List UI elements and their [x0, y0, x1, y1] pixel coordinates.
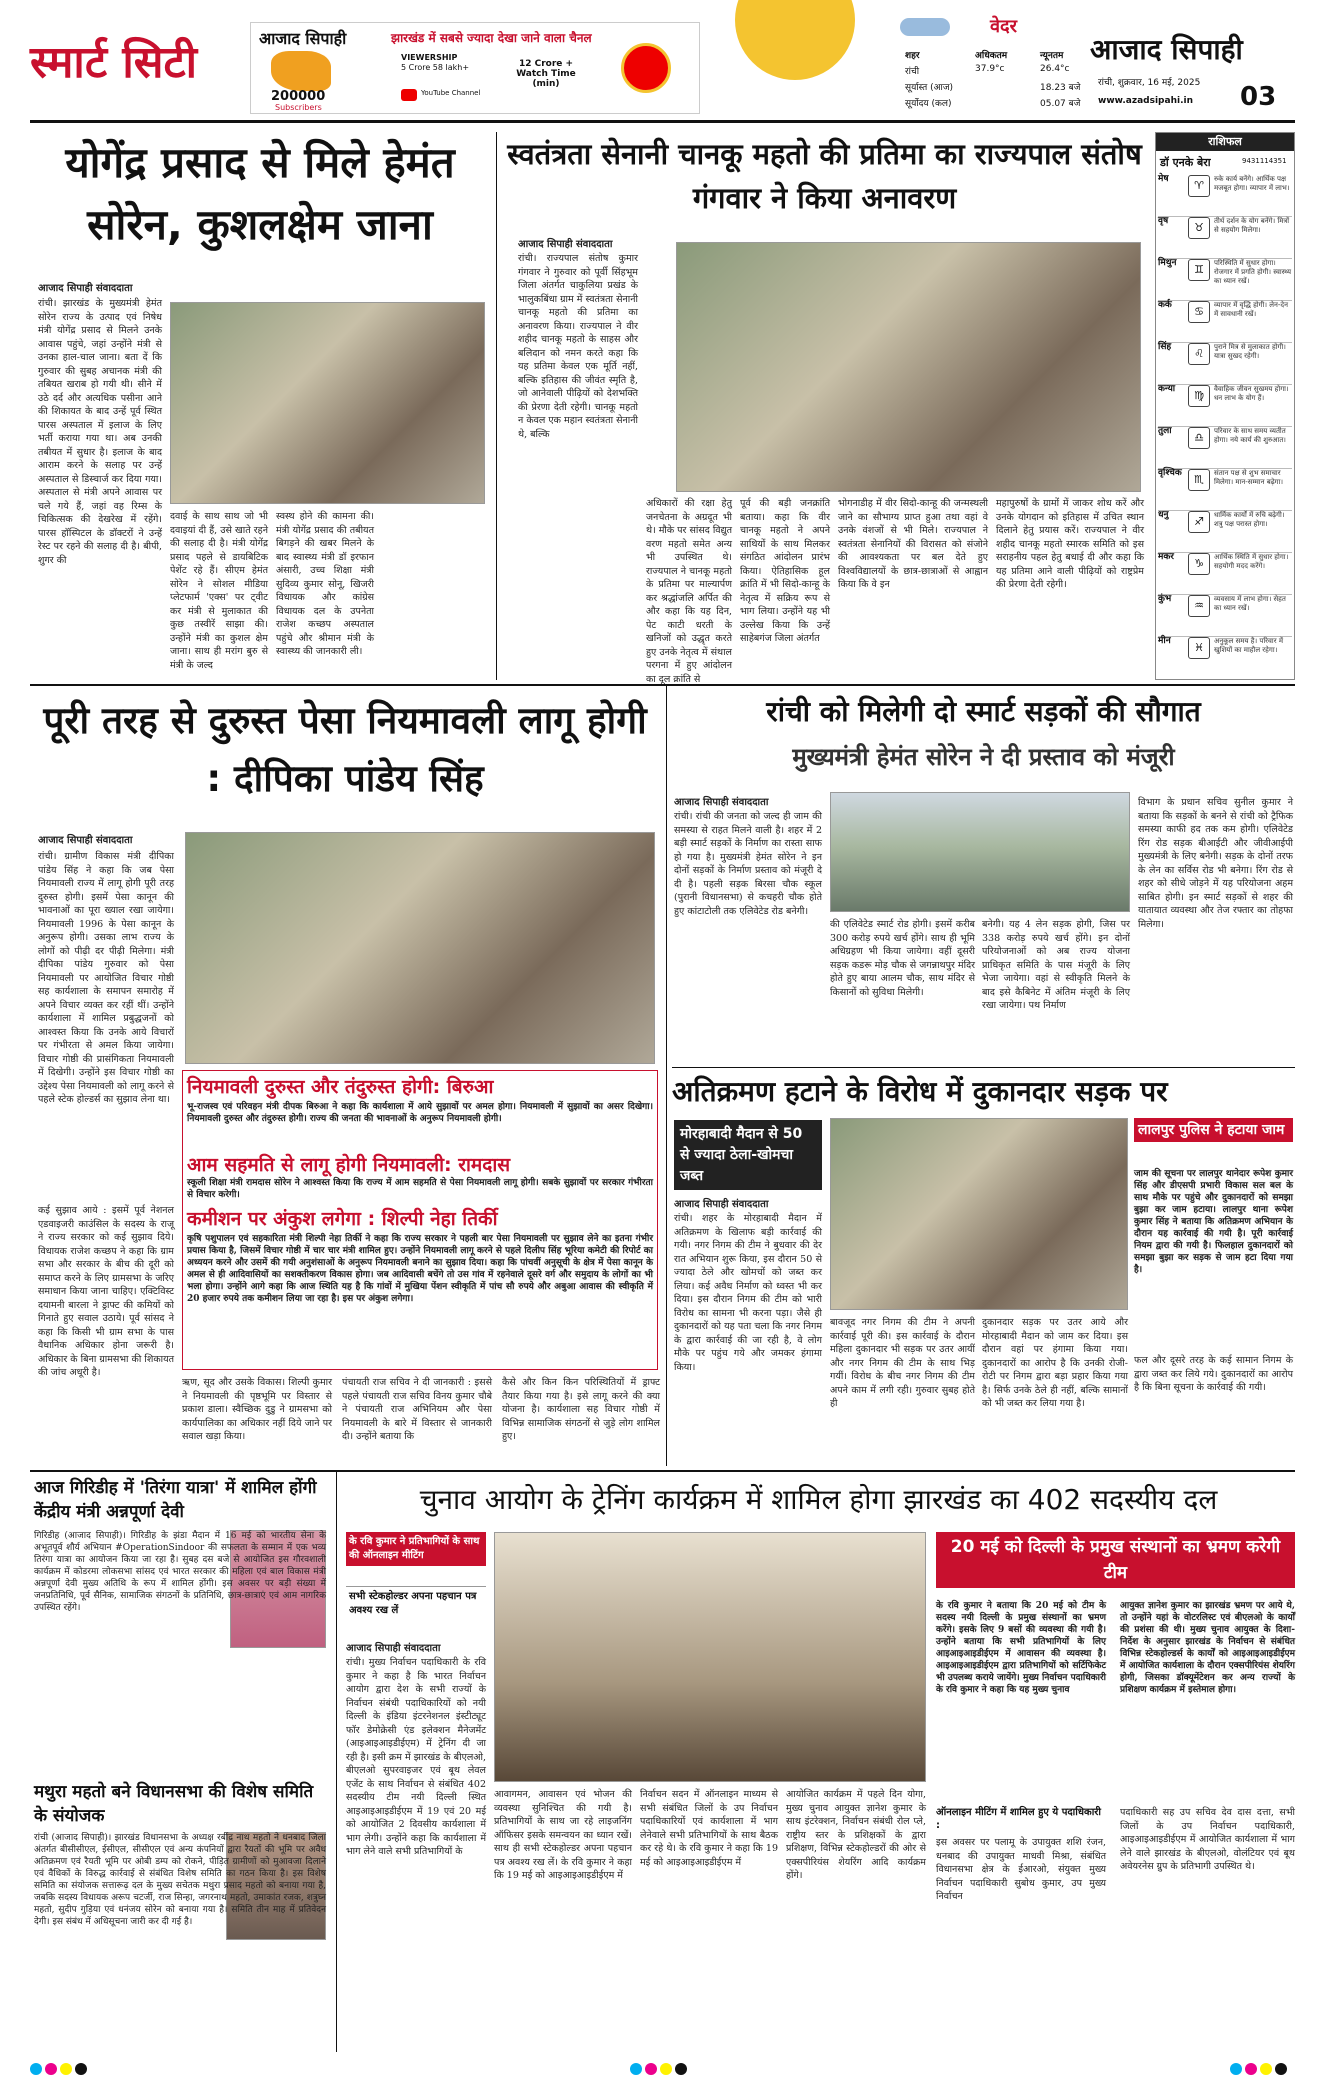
paper-name: आजाद सिपाही	[1090, 33, 1243, 66]
rashi-text: परिस्थिति में सुधार होगा। रोजगार में प्रगति होगी। स्वास्थ्य का ध्यान रखें।	[1214, 259, 1292, 285]
column: कई सुझाव आये : इसमें पूर्व नेशनल एडवाइजरी काउंसिल के सदस्य के राजू ने राज्य सरकार को कई सुझाव दिये। विधायक राजेश कच्छप ने कहा कि ग्राम सभा और सरकार के बीच की दूरी को समाप्त करने के लिए ग्रामसभा के जरिए समाधान किया जाना चाहिए। एक्टिविस्ट दयामनी बारला ने ड्राफ्ट की कमियों को गिनाते हुए सवाल उठाये। पूर्व सांसद ने कहा कि किसी भी ग्राम सभा के पास वैधानिक अधिकार होना जरूरी है। अधिकार के बिना ग्रामसभा की शिकायत की जांच अधूरी है।	[38, 1205, 174, 1378]
rashi-item	[1158, 175, 1292, 217]
registration-marks	[1230, 2060, 1310, 2076]
rashi-item	[1158, 553, 1292, 595]
column: इस अवसर पर पलामू के उपायुक्त शशि रंजन, धनबाद की उपायुक्त माधवी मिश्रा, संबंधित विधानसभा क्षेत्र के ईआरओ, संयुक्त मुख्य निर्वाचन पदाधिकारी सुबोध कुमार, उप मुख्य निर्वाचन	[936, 1837, 1106, 1902]
sub-text: स्कूली शिक्षा मंत्री रामदास सोरेन ने आश्वस्त किया कि राज्य में आम सहमति से पेसा नियमावली लागू होगी। सबके सुझावों पर सरकार गंभीरता से विचार करेगी।	[187, 1178, 653, 1200]
rashi-item	[1158, 595, 1292, 637]
weather-header-min: न्यूनतम	[1040, 51, 1064, 61]
sub-text: भू-राजस्व एवं परिवहन मंत्री दीपक बिरुआ ने कहा कि कार्यशाला में आये सुझावों पर अमल होगा। नियमावली में सुझावों का असर दिखेगा। नियमावली दुरुस्त और तंदुरुस्त होगी। राज्य की जनता की भावनाओं के अनुरूप नियमावली होगी।	[187, 1102, 653, 1124]
website-link[interactable]: www.azadsipahi.in	[1098, 96, 1193, 106]
headline: रांची को मिलेगी दो स्मार्ट सड़कों की सौगात	[766, 695, 1201, 728]
column: रांची। मुख्य निर्वाचन पदाधिकारी के रवि कुमार ने कहा है कि भारत निर्वाचन आयोग द्वारा देश के सभी राज्यों के निर्वाचन संबंधी पदाधिकारियों को नयी दिल्ली के इंडिया इंटरनेशनल इंस्टीट्यूट फॉर डेमोक्रेसी एंड इलेक्शन मैनेजमेंट (आइआइआइडीईएम) में ट्रेनिंग दी जा रही है। इसी क्रम में झारखंड के बीएलओ, बीएलओ सुपरवाइजर एवं बूथ लेवल एजेंट के साथ निर्वाचन से संबंधित 402 सदस्यीय टीम नयी दिल्ली स्थित आइआइआइडीईएम में 19 एवं 20 मई को आयोजित 2 दिवसीय कार्यशाला में भाग लेगी। उन्होंने कहा कि कार्यशाला में भाग लेने वाले सभी प्रतिभागियों के	[346, 1657, 486, 1857]
rashi-name: कन्या	[1158, 384, 1176, 394]
column: दुकानदार सड़क पर उतर आये और मोरहाबादी मैदान को जाम कर दिया। इस दौरान वहां पर हंगामा किया गया। दुकानदारों का आरोप है कि उनकी रोजी-रोटी पर निगम द्वारा बड़ा प्रहार किया गया है। सिर्फ उनके ठेले ही नहीं, बल्कि सामानों को भी जब्त कर लिया गया है।	[982, 1317, 1128, 1409]
channel-ad	[250, 22, 700, 114]
rashi-name: सिंह	[1158, 342, 1172, 352]
ad-subscribers: 200000	[271, 89, 326, 104]
rashi-name: कुंभ	[1158, 594, 1172, 604]
column: रांची। ग्रामीण विकास मंत्री दीपिका पांडेय सिंह ने कहा कि जब पेसा नियमावली राज्य में लागू होगी पूरी तरह दुरुस्त होगी। इसमें पेसा कानून की भावनाओं का पूरा ख्याल रखा जायेगा। नियमावली 1996 के पेसा कानून के अनुरूप होगी। उसका लाभ राज्य के लोगों को पीढ़ी दर पीढ़ी मिलेगा। मंत्री दीपिका पांडेय गुरुवार को पेसा नियमावली पर आयोजित विचार गोष्ठी सह कार्यशाला के समापन समारोह में अपने विचार व्यक्त कर रहीं थीं। उन्होंने कार्यशाला में शामिल प्रबुद्धजनों को आश्वस्त किया कि उनके आये विचारों पर गंभीरता से अमल किया जायेगा। विचार गोष्ठी की प्रासंगिकता नियमावली में दिखेगी। उन्होंने इस विचार गोष्ठी का उद्देश्य पेसा नियमावली को लागू करने से पहले स्टेक होल्डर्स का सुझाव लेना था।	[38, 851, 174, 1105]
rashi-text: व्यवसाय में लाभ होगा। सेहत का ध्यान रखें।	[1214, 595, 1286, 612]
side-title: 20 मई को दिल्ली के प्रमुख संस्थानों का भ्रमण करेगी टीम	[936, 1532, 1295, 1588]
story-giridih	[30, 1476, 330, 1776]
subheading: कमीशन पर अंकुश लगेगा : शिल्पी नेहा तिर्की	[187, 1208, 498, 1230]
subheading: आम सहमति से लागू होगी नियमावली: रामदास	[187, 1154, 511, 1176]
rashifal-box	[1155, 132, 1295, 680]
rashi-text: रुके कार्य बनेंगे। आर्थिक पक्ष मजबूत होगा। व्यापार में लाभ।	[1214, 175, 1290, 192]
youtube-icon	[401, 89, 417, 101]
quote-highlight: के रवि कुमार ने प्रतिभागियों के साथ की ऑनलाइन मीटिंग	[346, 1532, 486, 1566]
inset-text: मोरहाबादी मैदान से 50 से ज्यादा ठेला-खोमचा जब्त	[680, 1126, 803, 1184]
zodiac-icon: ♉	[1188, 217, 1210, 239]
column: आवागमन, आवासन एवं भोजन की व्यवस्था सुनिश्चित की गयी है। प्रतिभागियों के साथ जा रहे लाइजनिंग ऑफिसर इसके समन्वयन का ध्यान रखें। साथ ही सभी स्टेकहोल्डर अपना पहचान पत्र अवश्य रख लें। के रवि कुमार ने कहा कि 19 मई को आइआइआइडीईएम में	[494, 1789, 632, 1881]
column: फल और दूसरे तरह के कई सामान निगम के द्वारा जब्त कर लिये गये। दुकानदारों का आरोप है कि बिना सूचना के कार्रवाई की गयी।	[1134, 1355, 1293, 1393]
rashi-text: आर्थिक स्थिति में सुधार होगा। सहयोगी मदद करेंगे।	[1214, 553, 1289, 570]
section-title: स्मार्ट सिटी	[30, 37, 198, 88]
column: स्वस्थ होने की कामना की। मंत्री योगेंद्र प्रसाद की तबीयत बिगड़ने की खबर मिलने के बाद स्वास्थ्य मंत्री डॉ इरफान अंसारी, उच्च शिक्षा मंत्री सुदिव्य कुमार सोनू, खिजरी विधायक और कांग्रेस विधायक दल के उपनेता राजेश कच्छप अस्पताल पहुंचे और श्रीमान मंत्री के स्वास्थ्य की जानकारी ली।	[276, 511, 374, 657]
rashi-text: वैवाहिक जीवन सुखमय होगा। धन लाभ के योग हैं।	[1214, 385, 1289, 402]
ad-channel-name: आजाद सिपाही	[259, 29, 347, 48]
column: पूर्व की बड़ी जनक्रांति बताया। कहा कि वीर चानकू महतो ने अपने साथियों के साथ मिलकर संगठित आंदोलन प्रारंभ किया। ऐतिहासिक हूल क्रांति में भी सिदो-कान्हू के नेतृत्व में सक्रिय रूप से भाग लिया। उन्होंने यह भी उल्लेख किया कि उन्हें साहेबगंज जिला अंतर्गत	[740, 498, 830, 644]
headline: योगेंद्र प्रसाद से मिले हेमंत सोरेन, कुशलक्षेम जाना	[65, 138, 455, 249]
story-photo	[830, 1118, 1128, 1310]
side-box	[1134, 1118, 1293, 1348]
column: महापुरुषों के ग्रामों में जाकर शोध करें और उनके योगदान को इतिहास में उचित स्थान दिलाने हेतु प्रयास करें। राज्यपाल ने वीर शहीद चानकू महतो स्मारक समिति को इस सराहनीय पहल हेतु बधाई दी और कहा कि यह प्रतिमा आने वाली पीढ़ियों को राष्ट्रप्रेम की प्रेरणा देती रहेगी।	[996, 498, 1144, 590]
rashi-name: मीन	[1158, 636, 1171, 646]
rashi-name: वृश्चिक	[1158, 468, 1182, 478]
rashi-name: मिथुन	[1158, 258, 1177, 268]
column: की एलिवेटेड स्मार्ट रोड होगी। इसमें करीब 300 करोड़ रुपये खर्च होंगे। साथ ही भूमि अधिग्रहण भी किया जायेगा। वहीं दूसरी सड़क कडरू मोड़ चौक से जगन्नाथपुर मंदिर होते हुए बाया आलम चौक, साथ मंदिर से किसानों को सुविधा मिलेगी।	[830, 919, 975, 998]
rashi-item	[1158, 301, 1292, 343]
zodiac-icon: ♋	[1188, 301, 1210, 323]
byline: आजाद सिपाही संवाददाता	[518, 239, 613, 250]
section-rule	[672, 1067, 1295, 1068]
rashi-name: मकर	[1158, 552, 1174, 562]
rashi-item	[1158, 343, 1292, 385]
quote-highlight: सभी स्टेकहोल्डर अपना पहचान पत्र अवश्य रख लें	[346, 1586, 486, 1621]
story-yogendra	[30, 132, 490, 680]
side-text: आयुक्त ज्ञानेश कुमार का झारखंड भ्रमण पर आये थे, तो उन्होंने यहां के वोटरलिस्ट एवं बीएलओ के कार्यों की प्रशंसा की थी। मुख्य चुनाव आयुक्त के दिशा-निर्देश के अनुसार झारखंड के निर्वाचन से संबंधित विभिन्न स्टेकहोल्डर्स के कार्यों को आइआइआइडीईएम में आयोजित कार्यशाला के दौरान एक्सपीरियंस शेयरिंग होगी, जिसका डॉक्यूमेंटेशन कर अन्य राज्यों के प्रशिक्षण कार्यक्रम में इस्तेमाल होगा।	[1120, 1601, 1295, 1695]
column: बनेगी। यह 4 लेन सड़क होगी, जिस पर 338 करोड़ रुपये खर्च होंगे। इन दोनों परियोजनाओं को अब राज्य योजना प्राधिकृत समिति के पास मंजूरी के लिए भेजा जायेगा। वहां से स्वीकृति मिलने के बाद इसे कैबिनेट में अंतिम मंजूरी के लिए रखा जायेगा। पथ निर्माण	[982, 919, 1130, 1011]
story-encroachment	[672, 1072, 1295, 1466]
weather-max: 37.9°c	[975, 64, 1005, 74]
column: रांची। झारखंड के मुख्यमंत्री हेमंत सोरेन राज्य के उत्पाद एवं निषेध मंत्री योगेंद्र प्रसाद से मिलने उनके आवास पहुंचे, जहां उन्होंने मंत्री से उनका हाल-चाल जाना। बता दें कि गुरुवार की सुबह अचानक मंत्री की तबियत खराब हो गयी थी। सीने में उठे दर्द और अत्यधिक पसीना आने की शिकायत के बाद उन्हें पूर्व स्थित पारस अस्पताल में इलाज के लिए भर्ती कराया गया था। अब उनकी तबीयत में सुधार है। इलाज के बाद आराम करने के सलाह पर उन्हें अस्पताल से डिस्चार्ज कर दिया गया। अस्पताल से मंत्री अपने आवास पर चले गये हैं, जहां वह रिम्स के चिकित्सक की देखरेख में रहेंगे। पारस हॉस्पिटल के डॉक्टरों ने उन्हें रेस्ट पर रहने की सलाह दी है। बीपी, शुगर की	[38, 298, 162, 566]
story-photo	[494, 1532, 926, 1782]
story-mathura	[30, 1780, 330, 2050]
headline: मथुरा महतो बने विधानसभा की विशेष समिति के संयोजक	[34, 1782, 314, 1826]
column: पदाधिकारी सह उप सचिव देव दास दत्ता, सभी जिलों के उप निर्वाचन पदाधिकारी, आइआइआइडीईएम में आयोजित कार्यशाला में भाग लेने वाले झारखंड के बीएलओ, वोलंटियर एवं बूथ अवेयरनेस ग्रुप के प्रतिभागी उपस्थित थे।	[1120, 1807, 1295, 1872]
rashi-list	[1158, 175, 1292, 678]
rashi-item	[1158, 385, 1292, 427]
zodiac-icon: ♒	[1188, 595, 1210, 617]
weather-min: 26.4°c	[1040, 64, 1070, 74]
headline: अतिक्रमण हटाने के विरोध में दुकानदार सड़क पर	[672, 1075, 1168, 1108]
column: दवाई के साथ साथ जो भी दवाइयां दी हैं, उसे खाते रहने की सलाह दी है। मंत्री योगेंद्र प्रसाद पहले से डायबिटिक पेशेंट रहे हैं। सीएम हेमंत सोरेन ने सोशल मीडिया प्लेटफार्म 'एक्स' पर ट्वीट कर मंत्री से मुलाकात की कुछ तस्वीरें साझा की। उन्होंने मंत्री का कुशल क्षेम जाना। साथ ही मरांग बुरु से मंत्री के जल्द	[170, 511, 268, 671]
sunset-label: सूर्यास्त (आज)	[905, 83, 954, 93]
story-pesa	[30, 692, 660, 1378]
rashi-item	[1158, 511, 1292, 553]
headline: चुनाव आयोग के ट्रेनिंग कार्यक्रम में शामिल होगा झारखंड का 402 सदस्यीय दल	[419, 1483, 1218, 1516]
zodiac-icon: ♐	[1188, 511, 1210, 533]
column-rule	[666, 686, 667, 1466]
column: अधिकारों की रक्षा हेतु जनचेतना के अग्रदूत भी थे। मौके पर सांसद विद्युत वरण महतो समेत अन्य भी उपस्थित थे। राज्यपाल ने चानकू महतो के प्रतिमा पर माल्यार्पण कर श्रद्धांजलि अर्पित की और कहा कि यह दिन, पेट काटी धरती के खनिजों को उद्धृत करते हुए उनके नेतृत्व में संथाल परगना में हुए आंदोलन का दूल क्रांति से	[646, 498, 732, 685]
deck: मुख्यमंत्री हेमंत सोरेन ने दी प्रस्ताव को मंजूरी	[792, 743, 1175, 771]
rashi-text: धार्मिक कार्यों में रुचि बढ़ेगी। शत्रु पक्ष परास्त होगा।	[1214, 511, 1285, 528]
page-number: 03	[1240, 82, 1277, 112]
sub-box	[182, 1070, 658, 1370]
rashi-item	[1158, 469, 1292, 511]
zodiac-icon: ♊	[1188, 259, 1210, 281]
cloud-icon	[900, 18, 950, 36]
story-election	[342, 1476, 1295, 2050]
byline: आजाद सिपाही संवाददाता	[38, 835, 133, 846]
zodiac-icon: ♈	[1188, 175, 1210, 197]
rashi-text: संतान पक्ष से शुभ समाचार मिलेगा। मान-सम्मान बढ़ेगा।	[1214, 469, 1284, 486]
sub-text: कृषि पशुपालन एवं सहकारिता मंत्री शिल्पी नेहा तिर्की ने कहा कि राज्य सरकार ने पहली बार पेसा नियमावली पर सुझाव लेने का इतना गंभीर प्रयास किया है, जिसमें विचार गोष्ठी में चार चार मंत्री शामिल हुए। उन्होंने नियमावली लागू करने से पहले दिलीप सिंह भूरिया कमेटी की रिपोर्ट का अध्ययन करने और उसमें की गयी अनुशंसाओं के अनुरूप नियमावली बनाने का सुझाव दिया। कहा कि पांचवीं अनुसूची के क्षेत्र में पेसा कानून के अमल से ही आदिवासियों का सशक्तीकरण विकास होगा। जब आदिवासी बचेंगे तो उस गांव में रहनेवाले दूसरे वर्ग और समुदाय के लोगों का भी भला होगा। उन्होंने आगे कहा कि आज स्थिति यह है कि गांवों में मुखिया पेंशन स्वीकृति में पांच सौ रुपये और अबुआ आवास की स्वीकृति में 20 हजार रुपये तक कमीशन लिया जा रहा है। इस पर अंकुश लगेगा।	[187, 1234, 653, 1304]
story-photo-extra	[382, 510, 485, 675]
rashifal-phone: 9431114351	[1242, 157, 1287, 165]
rashi-name: धनु	[1158, 510, 1169, 520]
ad-viewership: VIEWERSHIP	[401, 53, 458, 62]
rashi-name: तुला	[1158, 426, 1172, 436]
section-rule	[30, 684, 1295, 686]
rashi-text: व्यापार में वृद्धि होगी। लेन-देन में सावधानी रखें।	[1214, 301, 1288, 318]
story-smart-roads	[672, 692, 1295, 1064]
rashi-name: मेष	[1158, 174, 1169, 184]
rashi-item	[1158, 427, 1292, 469]
headline: पूरी तरह से दुरुस्त पेसा नियमावली लागू होगी : दीपिका पांडेय सिंह	[43, 699, 647, 800]
rashi-text: परिवार के साथ समय व्यतीत होगा। नये कार्य की शुरुआत।	[1214, 427, 1286, 444]
award-badge-icon	[621, 43, 671, 93]
weather-city: रांची	[905, 67, 920, 77]
column: रांची। शहर के मोरहाबादी मैदान में अतिक्रमण के खिलाफ बड़ी कार्रवाई की गयी। नगर निगम की टीम ने बुधवार की देर रात अभियान शुरू किया, इस दौरान 50 से ज्यादा ठेले और खोमचों को जब्त कर लिया। कई अवैध निर्माण को ध्वस्त भी कर दिया। इस दौरान निगम की टीम को भारी विरोध का सामना भी करना पड़ा। जैसे ही दुकानदारों को यह पता चला कि नगर निगम के द्वारा कार्रवाई की जा रही है, वे लोग मौके पर पहुंच गये और जमकर हंगामा किया।	[674, 1213, 822, 1373]
zodiac-icon: ♓	[1188, 637, 1210, 659]
dateline: रांची, शुक्रवार, 16 मई, 2025	[1098, 78, 1201, 88]
ad-subscribers-label: Subscribers	[275, 103, 322, 112]
foot-title: ऑनलाइन मीटिंग में शामिल हुए ये पदाधिकारी :	[936, 1807, 1101, 1831]
registration-marks	[30, 2060, 230, 2076]
zodiac-icon: ♎	[1188, 427, 1210, 449]
story-chanku	[502, 132, 1147, 685]
sun-graphic	[715, 0, 875, 118]
side-text: के रवि कुमार ने बताया कि 20 मई को टीम के सदस्य नयी दिल्ली के प्रमुख संस्थानों का भ्रमण करेंगे। इसके लिए 9 बसों की व्यवस्था की गयी है। उन्होंने बताया कि सभी प्रतिभागियों के लिए आइआइआइडीईएम में आवासन की व्यवस्था है। आइआइआइडीईएम द्वारा प्रतिभागियों को सर्टिफिकेट भी उपलब्ध कराये जायेंगे। मुख्य निर्वाचन पदाधिकारी के रवि कुमार ने कहा कि यह मुख्य चुनाव	[936, 1601, 1106, 1695]
rashi-name: कर्क	[1158, 300, 1172, 310]
column: विभाग के प्रधान सचिव सुनील कुमार ने बताया कि सड़कों के बनने से रांची को ट्रैफिक समस्या काफी हद तक कम होगी। एलिवेटेड रिंग रोड सड़क बीआईटी और जीवीआईपी मुख्यमंत्री के लिए बनेगी। सड़क के दोनों तरफ के लेन का सर्विस रोड भी बनेगा। रिंग रोड से शहर को सीधे जोड़ने में यह परियोजना अहम साबित होगी। इन स्मार्ट सड़कों से शहर की यातायात व्यवस्था और तेज रफ्तार का तोहफा मिलेगा।	[1138, 797, 1293, 930]
rashi-item	[1158, 259, 1292, 301]
rashifal-author: डॉ एनके बेरा	[1160, 156, 1211, 169]
story-photo	[830, 792, 1130, 912]
zodiac-icon: ♏	[1188, 469, 1210, 491]
ad-watch-time: 12 Crore + Watch Time (min)	[516, 59, 576, 89]
side-text: जाम की सूचना पर लालपुर थानेदार रूपेश कुमार सिंह और डीएसपी प्रभारी विकास सल बल के साथ मौके पर पहुंचे और दुकानदारों को समझा बुझा कर जाम हटाया। लालपुर थाना रूपेश कुमार सिंह ने बताया कि अतिक्रमण अभियान के दौरान यह कार्रवाई की गयी है। पूरी कार्रवाई नियम द्वारा की गयी है। फिलहाल दुकानदारों को समझा बुझा कर सड़क से जाम हटा दिया गया है।	[1134, 1169, 1293, 1275]
story-pesa-foot	[182, 1376, 660, 1466]
story-text: रांची (आजाद सिपाही)। झारखंड विधानसभा के अध्यक्ष रबींद्र नाथ महतो ने धनबाद जिला अंतर्गत बीसीसीएल, ईसीएल, सीसीएल एवं अन्य कंपनियों द्वारा रैयतों की भूमि पर अवैध अतिक्रमण एवं रैयती भूमि पर ओबी डम्प को रोकने, पीड़ित ग्रामीणों को मुआवजा दिलाने एवं वैधिकों के विरुद्ध कार्रवाई से संबंधित विशेष समिति का गठन किया है। इस विशेष समिति का संयोजक सत्तारूढ़ दल के मुख्य सचेतक मथुरा प्रसाद महतो को बनाया गया है, जबकि सदस्य विधायक अरूप चटर्जी, राज सिन्हा, जगरनाथ महतो, उमाकांत रजक, शत्रुघ्न महतो, सुदीप गुड़िया एवं धनंजय सोरेन को बनाया गया है। समिति तीन माह में प्रतिवेदन देगी। इस संबंध में अधिसूचना जारी कर दी गई है।	[34, 1833, 326, 1927]
column: ऋण, सूद और उसके विकास। शिल्पी कुमार ने नियमावली की पृष्ठभूमि पर विस्तार से प्रकाश डाला। स्वैच्छिक दुडु ने ग्रामसभा को कार्यपालिका का अधिकार नहीं दिये जाने पर सवाल खड़ा किया।	[182, 1377, 332, 1442]
story-photo	[185, 832, 655, 1064]
masthead-rule	[30, 120, 1295, 123]
byline: आजाद सिपाही संवाददाता	[346, 1643, 441, 1654]
column: आयोजित कार्यक्रम में पहले दिन योगा, मुख्य चुनाव आयुक्त ज्ञानेश कुमार के साथ इंटरेक्शन, निर्वाचन संबंधी रोल प्ले, राष्ट्रीय स्तर के प्रशिक्षकों के द्वारा प्रशिक्षण, विभिन्न स्टेकहोल्डरों की ओर से एक्सपीरियंस शेयरिंग आदि कार्यक्रम होंगे।	[786, 1789, 926, 1881]
subheading: नियमावली दुरुस्त और तंदुरुस्त होगी: बिरुआ	[187, 1076, 494, 1098]
byline: आजाद सिपाही संवाददाता	[38, 283, 133, 294]
column: कैसे और किन किन परिस्थितियों में ड्राफ्ट तैयार किया गया है। इसे लागू करने की क्या योजना है। कार्यशाला सह विचार गोष्ठी में विभिन्न सामाजिक संगठनों से जुड़े लोग शामिल हुए।	[502, 1377, 660, 1442]
story-photo	[170, 302, 485, 504]
rashi-text: पुराने मित्र से मुलाकात होगी। यात्रा सुखद रहेगी।	[1214, 343, 1286, 360]
section-rule	[30, 1470, 1295, 1472]
registration-marks	[630, 2060, 750, 2076]
zodiac-icon: ♑	[1188, 553, 1210, 575]
story-text: गिरिडीह (आजाद सिपाही)। गिरिडीह के झंडा मैदान में 16 मई को भारतीय सेना के अभूतपूर्व शौर्य अभियान #OperationSindoor की सफलता के सम्मान में एक भव्य तिरंगा यात्रा का आयोजन किया जा रहा है। सुबह दस बजे से आयोजित इस गौरवशाली कार्यक्रम में कोडरमा लोकसभा सांसद एवं भारत सरकार की महिला एवं बाल विकास मंत्री अन्नपूर्णा देवी मुख्य अतिथि के रूप में शामिल होंगी। इस अवसर पर बड़ी संख्या में जनप्रतिनिधि, पूर्व सैनिक, सामाजिक संगठनों के प्रतिनिधि, छात्र-छात्राएं एवं आम नागरिक उपस्थित रहेंगे।	[34, 1531, 326, 1613]
ad-youtube: YouTube Channel	[421, 89, 481, 97]
sunrise-value: 05.07 बजे	[1040, 99, 1081, 109]
rashi-name: वृष	[1158, 216, 1169, 226]
column: बावजूद नगर निगम की टीम ने अपनी कार्रवाई पूरी की। इस कार्रवाई के दौरान महिला दुकानदार भी सड़क पर उतर आयीं और नगर निगम की टीम के साथ भिड़ गयीं। विरोध के बीच नगर निगम की टीम अपने काम में लगी रही। गुरुवार सुबह होते ही	[830, 1317, 975, 1409]
ad-viewership-value: 5 Crore 58 lakh+	[401, 63, 470, 72]
column: निर्वाचन सदन में ऑनलाइन माध्यम से सभी संबंधित जिलों के उप निर्वाचन पदाधिकारियों एवं कार्यशाला में भाग लेनेवाले सभी प्रतिभागियों के साथ बैठक कर रहे थे। के रवि कुमार ने कहा कि 19 मई को आइआइआइडीईएम में	[640, 1789, 778, 1868]
byline: आजाद सिपाही संवाददाता	[674, 797, 769, 808]
column: रांची। राज्यपाल संतोष कुमार गंगवार ने गुरुवार को पूर्वी सिंहभूम जिला अंतर्गत चाकुलिया प्रखंड के भालुकबिंधा ग्राम में स्वतंत्रता सेनानी चानकू महतो की प्रतिमा का अनावरण किया। राज्यपाल ने वीर शहीद चानकू महतो के साहस और बलिदान को नमन करते कहा कि यह प्रतिमा केवल एक मूर्ति नहीं, बल्कि इतिहास की जीवंत स्मृति है, जो आनेवाली पीढ़ियों को देशभक्ति की प्रेरणा देती रहेगी। चानकू महतो न केवल एक महान स्वतंत्रता सेनानी थे, बल्कि	[518, 253, 638, 440]
headline: आज गिरिडीह में 'तिरंगा यात्रा' में शामिल होंगी केंद्रीय मंत्री अन्नपूर्णा देवी	[34, 1478, 317, 1522]
headline: स्वतंत्रता सेनानी चानकू महतो की प्रतिमा का राज्यपाल संतोष गंगवार ने किया अनावरण	[507, 137, 1142, 215]
rashi-text: अनुकूल समय है। परिवार में खुशियों का माहौल रहेगा।	[1214, 637, 1284, 654]
rashi-item	[1158, 217, 1292, 259]
rashi-text: तीर्थ दर्शन के योग बनेंगे। मित्रों से सहयोग मिलेगा।	[1214, 217, 1290, 234]
rashifal-title: राशिफल	[1156, 133, 1294, 151]
story-photo	[676, 242, 1141, 492]
zodiac-icon: ♍	[1188, 385, 1210, 407]
rashi-item	[1158, 637, 1292, 678]
weather-header-city: शहर	[905, 51, 920, 61]
column: रांची। रांची की जनता को जल्द ही जाम की समस्या से राहत मिलने वाली है। शहर में 2 बड़ी स्मार्ट सड़कों के निर्माण का रास्ता साफ हो गया है। मुख्यमंत्री हेमंत सोरेन ने इन दोनों सड़कों के निर्माण प्रस्ताव को मंजूरी दे दी है। पहली सड़क बिरसा चौक स्कूल (पुरानी विधानसभा) से कचहरी चौक होते हुए कांटाटोली तक एलिवेटेड रोड बनेगी।	[674, 811, 822, 917]
inset-box	[674, 1120, 822, 1190]
quote-box	[346, 1532, 486, 1632]
column: पंचायती राज सचिव ने दी जानकारी : इससे पहले पंचायती राज सचिव विनय कुमार चौबे ने पंचायती राज अभिनियम और पेसा नियमावली के बारे में विस्तार से जानकारी दी। उन्होंने बताया कि	[342, 1377, 492, 1442]
zodiac-icon: ♌	[1188, 343, 1210, 365]
masthead	[0, 0, 1325, 122]
byline: आजाद सिपाही संवाददाता	[674, 1199, 769, 1210]
weather-header-max: अधिकतम	[975, 51, 1008, 61]
sunset-value: 18.23 बजे	[1040, 83, 1081, 93]
column-rule	[336, 1472, 337, 2052]
column: भोगनाडीह में वीर सिदो-कान्हू की जन्मस्थली जाने का सौभाग्य प्राप्त हुआ तथा वहां वे उनके वंशजों से भी मिले। राज्यपाल ने स्वतंत्रता सेनानियों की विरासत को संजोने की आवश्यकता पर बल देते हुए विश्वविद्यालयों के छात्र-छात्राओं से आह्वान किया कि वे इन	[838, 498, 988, 590]
sunrise-label: सूर्योदय (कल)	[905, 99, 952, 109]
side-title: लालपुर पुलिस ने हटाया जाम	[1134, 1118, 1293, 1142]
jharkhand-map-icon	[271, 51, 331, 91]
ad-tagline: झारखंड में सबसे ज्यादा देखा जाने वाला चैनल	[391, 31, 592, 45]
weather-title: वेदर	[990, 16, 1017, 37]
column-rule	[496, 132, 497, 680]
